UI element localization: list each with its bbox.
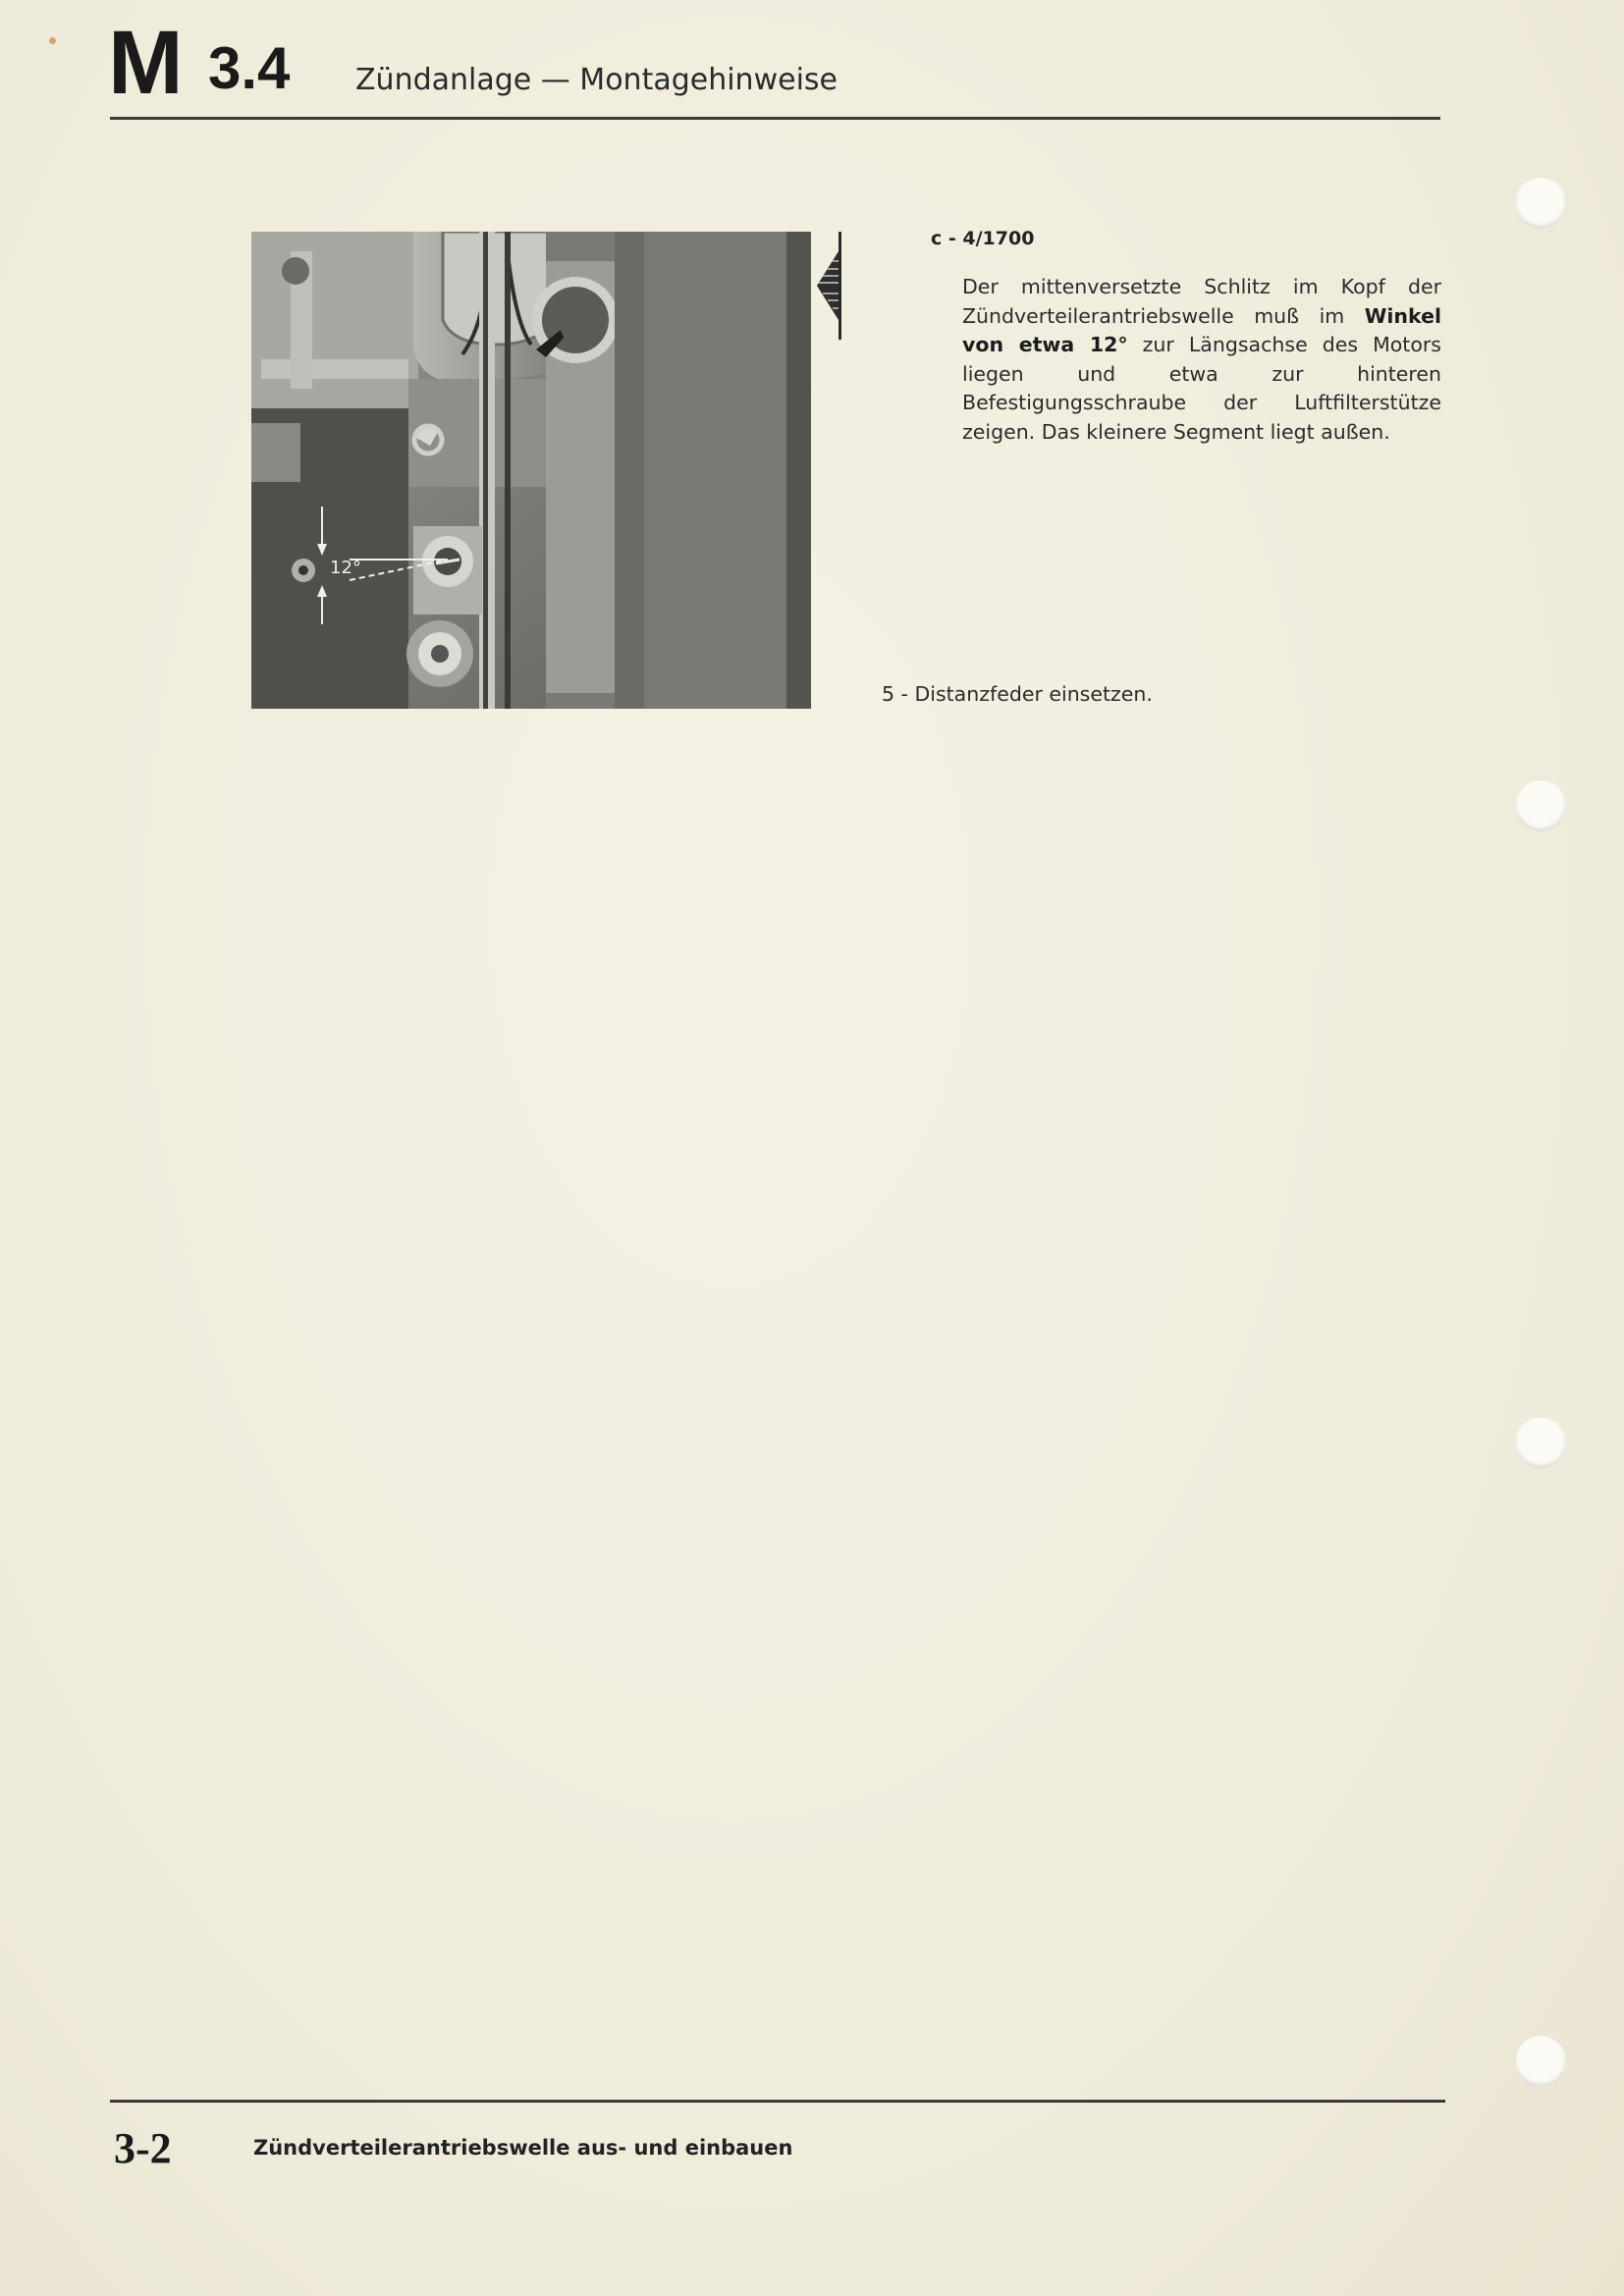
page-title: Zündanlage — Montagehinweise <box>355 63 838 97</box>
engine-photo <box>251 232 811 709</box>
engine-photo-drawing <box>251 232 811 709</box>
section-number: 3.4 <box>208 35 291 101</box>
header-rule <box>110 117 1440 120</box>
page-number: 3-2 <box>114 2124 172 2172</box>
paragraph-text-2: zur Längsachse des Motors liegen und etwa zur hinteren Befestigungsschraube der Luftfilterstütze zeigen. Das kleinere Segment liegt außen. <box>962 333 1441 444</box>
instruction-paragraph <box>962 273 1441 447</box>
paragraph-emphasis: Winkel von etwa 12° <box>962 303 1441 356</box>
punch-hole <box>1515 780 1566 831</box>
angle-label: 12° <box>330 558 361 578</box>
figure-reference: c - 4/1700 <box>931 228 1035 249</box>
page-speck <box>49 37 56 44</box>
footer-title: Zündverteilerantriebswelle aus- und einbauen <box>253 2136 793 2160</box>
punch-hole <box>1515 1417 1566 1468</box>
section-letter: M <box>108 13 182 113</box>
footer-rule <box>110 2100 1445 2103</box>
step-5: 5 - Distanzfeder einsetzen. <box>882 682 1153 706</box>
punch-hole <box>1515 178 1566 229</box>
figure-pointer-icon <box>811 232 850 340</box>
paragraph-text-1: Der mittenversetzte Schlitz im Kopf der Zündverteilerantriebswelle muß im <box>962 275 1441 328</box>
punch-hole <box>1515 2036 1566 2087</box>
